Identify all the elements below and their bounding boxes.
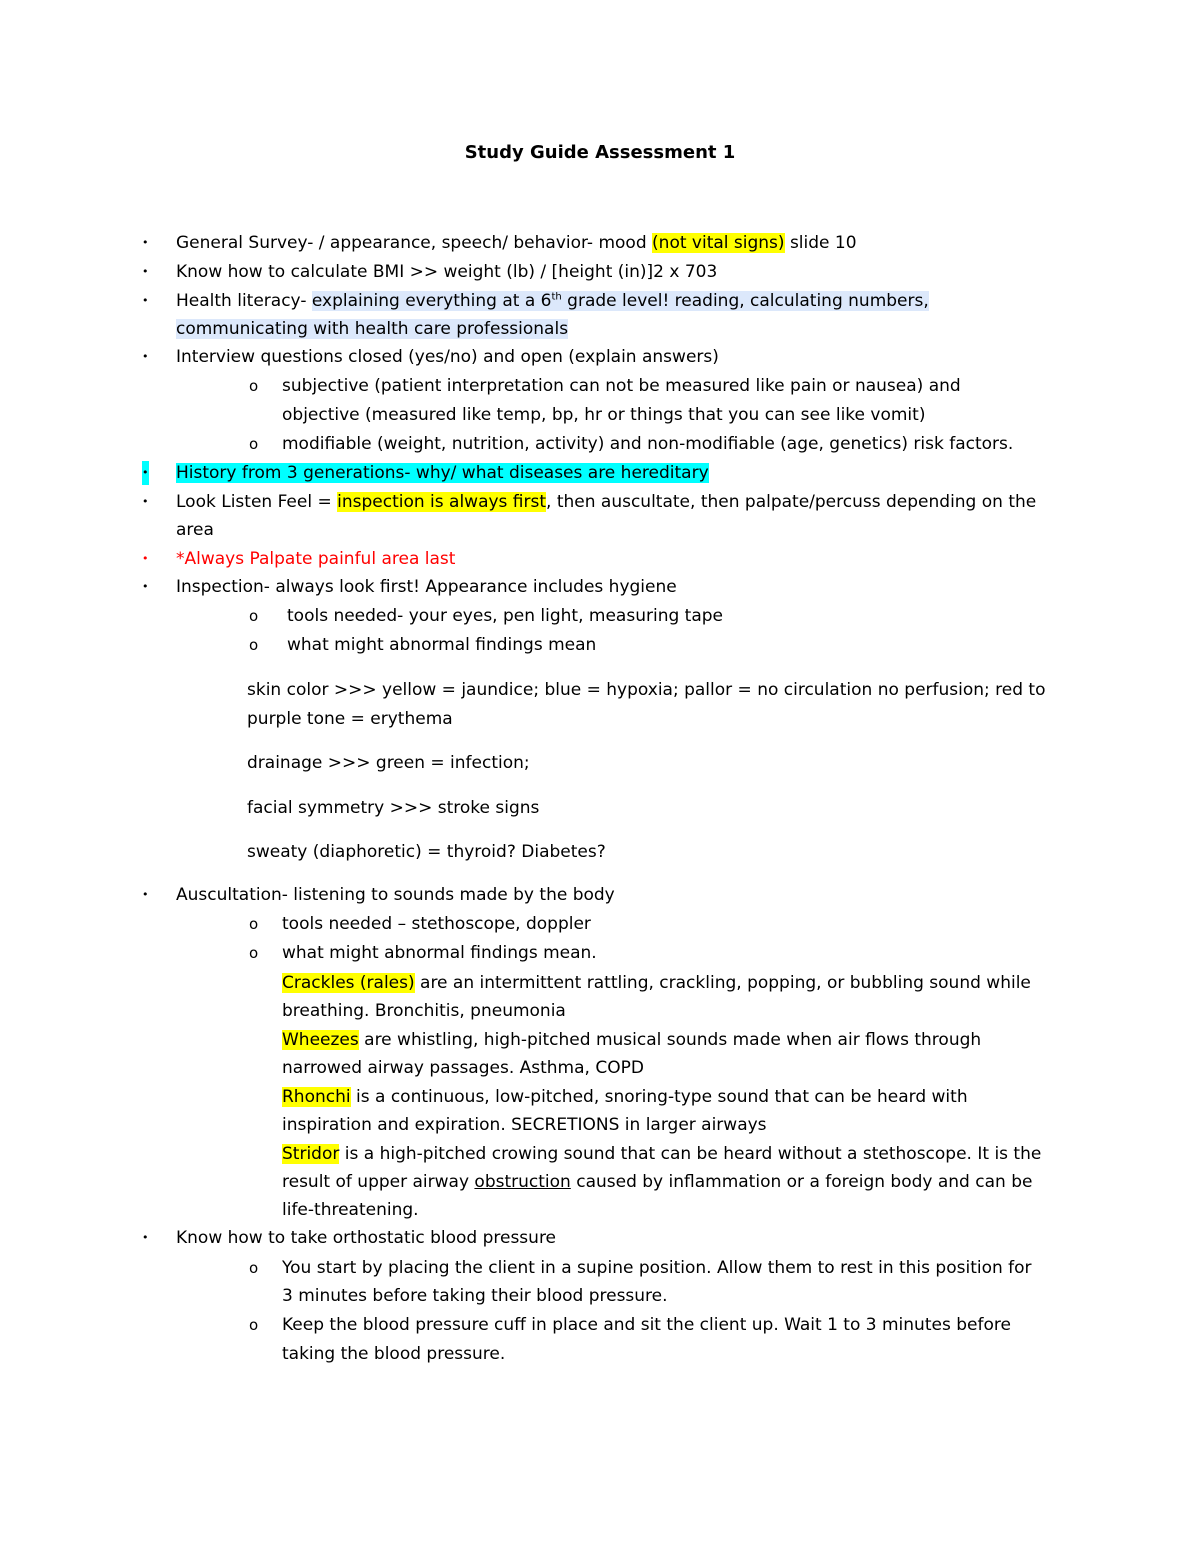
list-item-bmi: Know how to calculate BMI >> weight (lb) / [height (in)]2 x 703 [176, 262, 718, 282]
sub-item-continuation: objective (measured like temp, bp, hr or things that you can see like vomit) [282, 405, 926, 425]
list-item-look-listen-feel: Look Listen Feel = inspection is always first, then auscultate, then palpate/percuss depending on the [176, 492, 1037, 512]
sub-bullet: o [249, 915, 259, 933]
sub-bullet: o [249, 1259, 259, 1277]
highlight: explaining everything at a 6th grade level! reading, calculating numbers, [311, 291, 929, 311]
sub-bullet: o [249, 944, 259, 962]
definition-continuation: result of upper airway obstruction caused by inflammation or a foreign body and can be [282, 1172, 1033, 1192]
paragraph-skin-color: skin color >>> yellow = jaundice; blue = hypoxia; pallor = no circulation no perfusion; red to [247, 680, 1046, 700]
definition-rhonchi: Rhonchi is a continuous, low-pitched, snoring-type sound that can be heard with [282, 1087, 968, 1107]
list-item-interview: Interview questions closed (yes/no) and open (explain answers) [176, 347, 719, 367]
sub-bullet: o [249, 377, 259, 395]
list-item-orthostatic: Know how to take orthostatic blood pressure [176, 1228, 557, 1248]
sub-bullet: o [249, 607, 259, 625]
paragraph-continuation: purple tone = erythema [247, 709, 453, 729]
sub-item-modifiable: modifiable (weight, nutrition, activity) and non-modifiable (age, genetics) risk factors. [282, 434, 1014, 454]
sub-item-continuation: taking the blood pressure. [282, 1344, 506, 1364]
sub-bullet: o [249, 435, 259, 453]
paragraph-drainage: drainage >>> green = infection; [247, 753, 530, 773]
definition-stridor: Stridor is a high-pitched crowing sound that can be heard without a stethoscope. It is the [282, 1144, 1042, 1164]
sub-item-sit-up: Keep the blood pressure cuff in place and sit the client up. Wait 1 to 3 minutes before [282, 1315, 1011, 1335]
bullet: • [142, 265, 149, 278]
list-item-continuation [176, 317, 568, 341]
page-title: Study Guide Assessment 1 [464, 142, 736, 163]
highlight: Wheezes [282, 1030, 359, 1050]
list-item-continuation: area [176, 520, 214, 540]
bullet: • [142, 350, 149, 363]
list-item-history [176, 461, 709, 485]
sub-item-supine: You start by placing the client in a supine position. Allow them to rest in this position for [282, 1258, 1032, 1278]
underlined-text: obstruction [474, 1172, 571, 1192]
bullet: • [142, 1231, 149, 1244]
highlight: Crackles (rales) [282, 973, 415, 993]
bullet: • [142, 294, 149, 307]
bullet: • [142, 888, 149, 901]
list-item-general-survey: General Survey- / appearance, speech/ behavior- mood (not vital signs) slide 10 [176, 233, 857, 253]
bullet: • [142, 236, 149, 249]
highlight: Rhonchi [282, 1087, 351, 1107]
highlight: communicating with health care professionals [176, 319, 569, 339]
highlight: inspection is always first [337, 492, 547, 512]
sub-bullet: o [249, 1316, 259, 1334]
definition-continuation: life-threatening. [282, 1200, 419, 1220]
list-item-auscultation: Auscultation- listening to sounds made by the body [176, 885, 615, 905]
paragraph-sweaty: sweaty (diaphoretic) = thyroid? Diabetes? [247, 842, 606, 862]
bullet: • [142, 461, 149, 485]
sub-item-tools: tools needed – stethoscope, doppler [282, 914, 591, 934]
highlight: History from 3 generations- why/ what diseases are hereditary [176, 463, 709, 483]
paragraph-facial-symmetry: facial symmetry >>> stroke signs [247, 798, 540, 818]
definition-continuation: narrowed airway passages. Asthma, COPD [282, 1058, 644, 1078]
sub-item-abnormal-findings: what might abnormal findings mean [287, 635, 597, 655]
list-item-inspection: Inspection- always look first! Appearance includes hygiene [176, 577, 677, 597]
sub-item-continuation: 3 minutes before taking their blood pressure. [282, 1286, 668, 1306]
definition-continuation: inspiration and expiration. SECRETIONS in larger airways [282, 1115, 767, 1135]
list-item-health-literacy: Health literacy- explaining everything at a 6th grade level! reading, calculating numbers, [176, 291, 929, 311]
highlight: (not vital signs) [652, 233, 785, 253]
bullet: • [142, 495, 149, 508]
definition-wheezes: Wheezes are whistling, high-pitched musical sounds made when air flows through [282, 1030, 982, 1050]
bullet: • [142, 580, 149, 593]
list-item-palpate-last: *Always Palpate painful area last [176, 549, 456, 569]
highlight: Stridor [282, 1144, 340, 1164]
sub-item-abnormal-findings: what might abnormal findings mean. [282, 943, 597, 963]
bullet: • [142, 552, 149, 565]
sub-item-tools: tools needed- your eyes, pen light, measuring tape [287, 606, 723, 626]
definition-crackles: Crackles (rales) are an intermittent rattling, crackling, popping, or bubbling sound while [282, 973, 1031, 993]
sub-bullet: o [249, 636, 259, 654]
definition-continuation: breathing. Bronchitis, pneumonia [282, 1001, 566, 1021]
sub-item-subjective: subjective (patient interpretation can not be measured like pain or nausea) and [282, 376, 961, 396]
